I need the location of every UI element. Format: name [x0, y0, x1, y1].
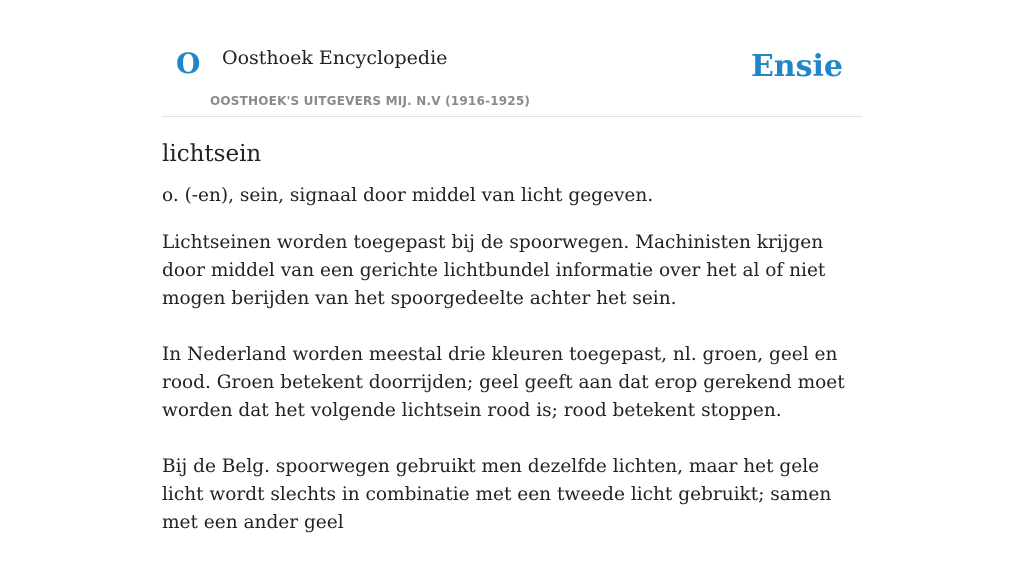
- source-logo[interactable]: O: [176, 47, 201, 80]
- source-title[interactable]: Oosthoek Encyclopedie: [222, 47, 448, 69]
- article-definition: o. (-en), sein, signaal door middel van licht gegeven.: [162, 185, 654, 206]
- source-subtitle: OOSTHOEK'S UITGEVERS MIJ. N.V (1916-1925): [210, 94, 531, 108]
- article-title: lichtsein: [162, 141, 262, 167]
- source-header: [162, 0, 862, 117]
- article-content: [162, 138, 862, 565]
- ensie-logo-link[interactable]: Ensie: [750, 49, 843, 84]
- article-paragraph: Lichtseinen worden toegepast bij de spoorwegen. Machinisten krijgen door middel van een gerichte lichtbundel informatie over het al of niet mogen berijden van het spoorgedeelte achter het sein.: [162, 232, 826, 309]
- article-paragraph: Bij de Belg. spoorwegen gebruikt men dezelfde lichten, maar het gele licht wordt slechts in combinatie met een tweede licht gebruikt; samen met een ander geel: [162, 456, 832, 533]
- article-paragraph: In Nederland worden meestal drie kleuren toegepast, nl. groen, geel en rood. Groen betekent doorrijden; geel geeft aan dat erop gerekend moet worden dat het volgende lichtsein rood is; rood betekent stoppen.: [162, 344, 845, 421]
